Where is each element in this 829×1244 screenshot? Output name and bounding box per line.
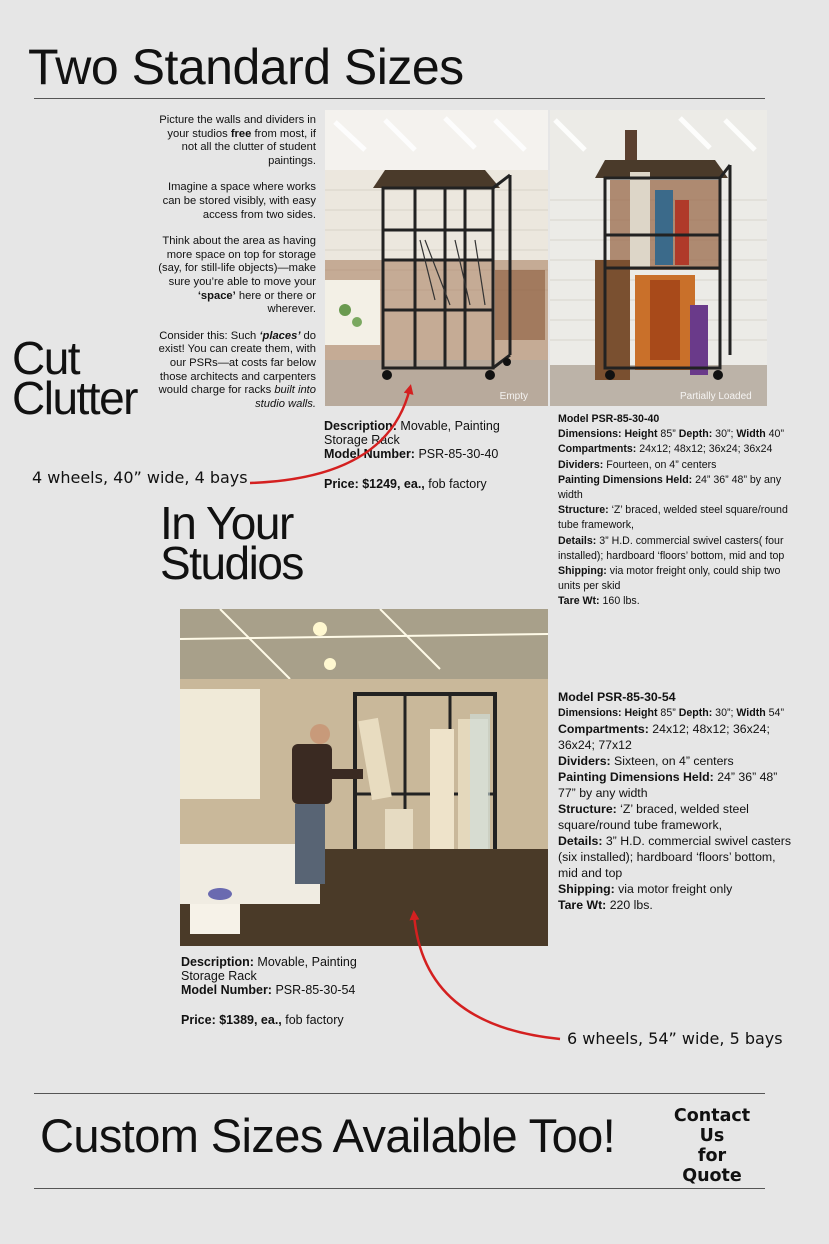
intro-paragraph-3: Think about the area as having more space on top for storage (say, for still-life objects)—make sure you’re able to move your ‘space’ here or there or wherever.	[158, 235, 316, 316]
product2-spec-tare: Tare Wt: 220 lbs.	[558, 898, 653, 912]
in-your-studios-heading: In Your Studios	[160, 497, 303, 589]
title-divider	[34, 98, 765, 99]
product1-price: Price: $1249, ea., fob factory	[324, 477, 487, 491]
product2-description: Description: Movable, Painting Storage Rack	[181, 955, 357, 983]
product2-callout: 6 wheels, 54” wide, 5 bays	[567, 1029, 783, 1048]
product1-spec-tare: Tare Wt: 160 lbs.	[558, 595, 640, 608]
cut-clutter-heading: Cut Clutter	[12, 332, 137, 424]
product2-specs	[558, 689, 798, 913]
contact-for-quote[interactable]: Contact Us for Quote	[673, 1106, 751, 1186]
product1-caption	[324, 419, 524, 491]
product1-spec-compartments: Compartments: 24x12; 48x12; 36x24; 36x24	[558, 443, 773, 456]
product2-spec-painting-dims: Painting Dimensions Held: 24” 36” 48” 77” by any width	[558, 770, 778, 800]
product1-description: Description: Movable, Painting Storage Rack	[324, 419, 500, 447]
empty-rack-photo	[325, 110, 548, 406]
product2-model-number: Model Number: PSR-85-30-54	[181, 983, 356, 997]
product2-spec-dimensions: Dimensions: Height 85” Depth: 30”; Width 54”	[558, 707, 784, 719]
intro-paragraph-4: Consider this: Such ‘places’ do exist! You can create them, with our PSRs—at costs far below those architects and carpenters would charge for racks built into studio walls.	[158, 329, 316, 410]
product1-spec-shipping: Shipping: via motor freight only, could ship two units per skid	[558, 565, 781, 593]
product1-model-number: Model Number: PSR-85-30-40	[324, 447, 499, 461]
product2-spec-model: Model PSR-85-30-54	[558, 690, 676, 704]
partially-loaded-label: Partially Loaded	[680, 391, 752, 402]
product1-spec-dimensions: Dimensions: Height 85” Depth: 30”; Width 40”	[558, 428, 784, 441]
loaded-rack-photo	[550, 110, 767, 406]
product2-caption	[181, 955, 381, 1027]
product1-spec-details: Details: 3” H.D. commercial swivel casters( four installed); hardboard ‘floors’ bottom, mid and top	[558, 534, 785, 562]
product1-spec-painting-dims: Painting Dimensions Held: 24” 36” 48” by any width	[558, 473, 782, 502]
product2-spec-dividers: Dividers: Sixteen, on 4” centers	[558, 754, 734, 768]
custom-sizes-heading: Custom Sizes Available Too!	[40, 1109, 616, 1162]
page-title: Two Standard Sizes	[28, 39, 464, 95]
empty-label: Empty	[499, 391, 528, 402]
product1-specs	[558, 412, 794, 610]
product2-spec-shipping: Shipping: via motor freight only	[558, 882, 733, 896]
footer-divider-top	[34, 1093, 765, 1094]
product1-callout: 4 wheels, 40” wide, 4 bays	[32, 468, 248, 487]
intro-text	[150, 114, 316, 424]
product2-price: Price: $1389, ea., fob factory	[181, 1013, 344, 1027]
product1-spec-model: Model PSR-85-30-40	[558, 413, 660, 425]
product2-spec-details: Details: 3” H.D. commercial swivel casters (six installed); hardboard ‘floors’ bottom, mid and top	[558, 834, 792, 880]
product2-spec-structure: Structure: ‘Z’ braced, welded steel square/round tube framework,	[558, 802, 749, 832]
product1-spec-structure: Structure: ‘Z’ braced, welded steel square/round tube framework,	[558, 504, 788, 532]
intro-paragraph-1: Picture the walls and dividers in your studios free from most, if not all the clutter of student paintings.	[159, 114, 316, 167]
product2-spec-compartments: Compartments: 24x12; 48x12; 36x24; 36x24; 77x12	[558, 722, 770, 752]
product1-spec-dividers: Dividers: Fourteen, on 4” centers	[558, 458, 717, 471]
studio-photo	[180, 609, 548, 946]
footer-divider-bottom	[34, 1188, 765, 1189]
intro-paragraph-2: Imagine a space where works can be stored visibly, with easy access from two sides.	[162, 181, 316, 221]
